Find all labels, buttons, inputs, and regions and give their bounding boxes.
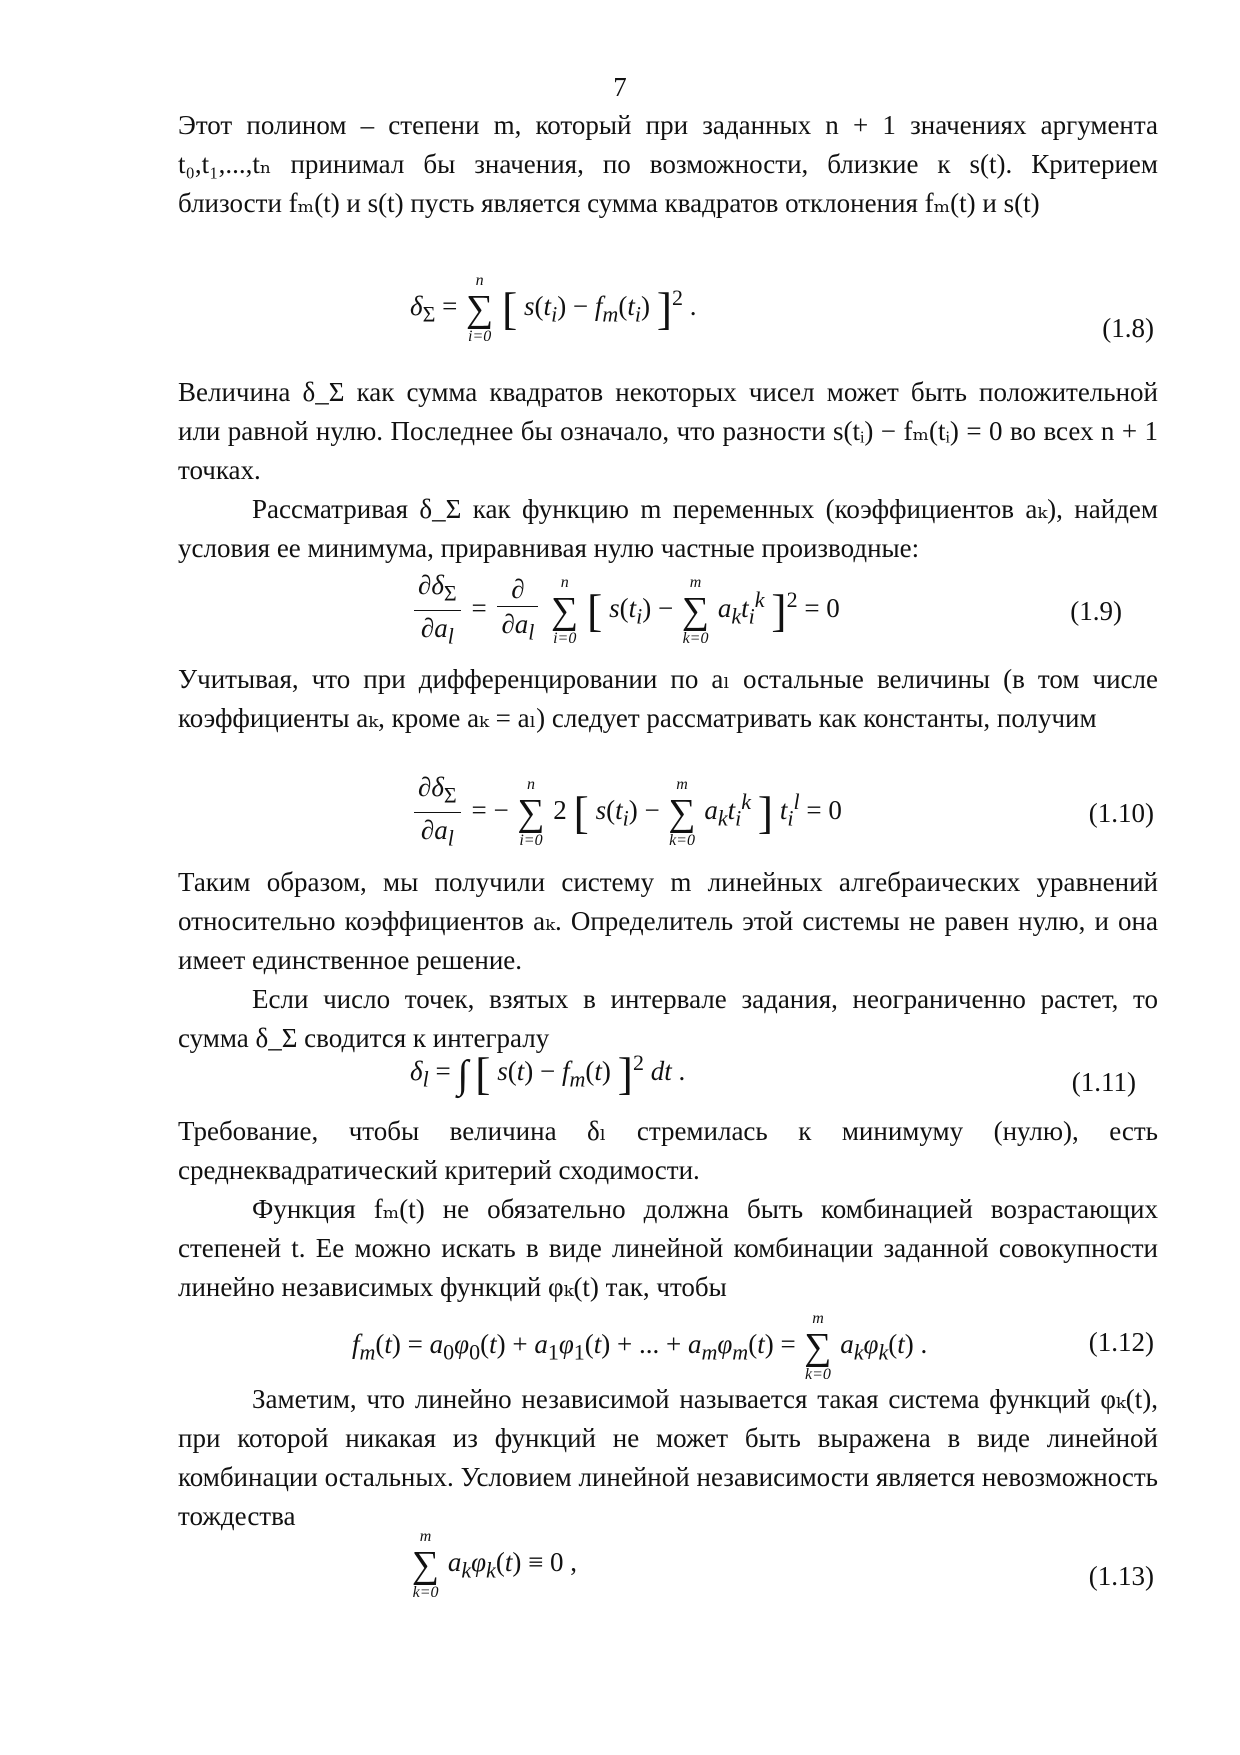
paragraph-8 [178, 1190, 1158, 1307]
equation-1-11: $\delta_l$ = ∫ [ $s(t) - f_m(t)$ ]$^2$ dt . [410, 1047, 686, 1099]
paragraph-1-text: Этот полином – степени m, который при заданных n + 1 значениях аргумента t₀,t₁,...,tₙ принимал бы значения, по возможности, близкие к s(t). Критерием близости fₘ(t) и s(t) пусть является сумма квадратов отклонения fₘ(t) и s(t) [178, 110, 1158, 218]
equation-number-1-10: (1.10) [1088, 798, 1154, 828]
paragraph-7 [178, 1112, 1158, 1190]
equation-1-12: $f_m(t) = a_0\varphi_0(t) + a_1\varphi_1(t)$ + ... + $a_m\varphi_m(t)$ = m ∑ k=0 $a_k\varphi_k(t)$ . [352, 1310, 928, 1383]
paragraph-7-text: Требование, чтобы величина δₗ стремилась к минимуму (нулю), есть среднеквадратический критерий сходимости. [178, 1116, 1158, 1185]
paragraph-2 [178, 373, 1158, 490]
paragraph-9-text: Заметим, что линейно независимой называется такая система функций φₖ(t), при которой никакая из функций не может быть выражена в виде линейной комбинации остальных. Условием линейной независимости является невозможность тождества [178, 1384, 1158, 1531]
paragraph-8-text: Функция fₘ(t) не обязательно должна быть комбинацией возрастающих степеней t. Ее можно искать в виде линейной комбинации заданной совокупности линейно независимых функций φₖ(t) так, чтобы [178, 1194, 1158, 1302]
paragraph-4-text: Учитывая, что при дифференцировании по aₗ остальные величины (в том числе коэффициенты aₖ, кроме aₖ = aₗ) следует рассматривать как константы, получим [178, 664, 1158, 733]
equation-number-1-8: (1.8) [1102, 313, 1154, 343]
equation-number-1-9: (1.9) [1070, 596, 1122, 626]
paragraph-5 [178, 863, 1158, 980]
paragraph-4 [178, 660, 1158, 738]
paragraph-5-text: Таким образом, мы получили систему m линейных алгебраических уравнений относительно коэффициентов aₖ. Определитель этой системы не равен нулю, и она имеет единственное решение. [178, 867, 1158, 975]
paragraph-6-text: Если число точек, взятых в интервале задания, неограниченно растет, то сумма δ_Σ сводится к интегралу [178, 984, 1158, 1053]
paragraph-6 [178, 980, 1158, 1058]
equation-number-1-11: (1.11) [1071, 1067, 1136, 1097]
equation-1-13: m ∑ k=0 $a_k\varphi_k(t) \equiv 0$ , [412, 1528, 578, 1601]
equation-1-10: $\frac{\partial\delta_\Sigma}{\partial a_l}$ = − n ∑ i=0 2 [ $s(t_i)$ − m ∑ k=0 $a_kt_i^k$ ] $t_i^l = 0$ [410, 770, 842, 856]
paragraph-3-text: Рассматривая δ_Σ как функцию m переменных (коэффициентов aₖ), найдем условия ее минимума, приравнивая нулю частные производные: [178, 494, 1158, 563]
page-number: 7 [613, 72, 627, 102]
equation-number-1-12: (1.12) [1088, 1327, 1154, 1357]
paragraph-1 [178, 106, 1158, 223]
equation-1-9: $\frac{\partial\delta_\Sigma}{\partial a_l}$ = $\frac{\partial}{\partial a_l}$ n ∑ i=0 [ $s(t_i)$ − m ∑ k=0 $a_kt_i^k$ ]$^2$ = 0 [410, 568, 840, 654]
paragraph-3 [178, 490, 1158, 568]
paragraph-2-text: Величина δ_Σ как сумма квадратов некоторых чисел может быть положительной или равной нулю. Последнее бы означало, что разности s(tᵢ) − fₘ(tᵢ) = 0 во всех n + 1 точках. [178, 377, 1158, 485]
paragraph-9 [178, 1380, 1158, 1536]
equation-1-8: $\delta_\Sigma$ = n ∑ i=0 [ $s(t_i) - f_m(t_i)$ ]$^2$ . [410, 272, 697, 345]
equation-number-1-13: (1.13) [1088, 1561, 1154, 1591]
